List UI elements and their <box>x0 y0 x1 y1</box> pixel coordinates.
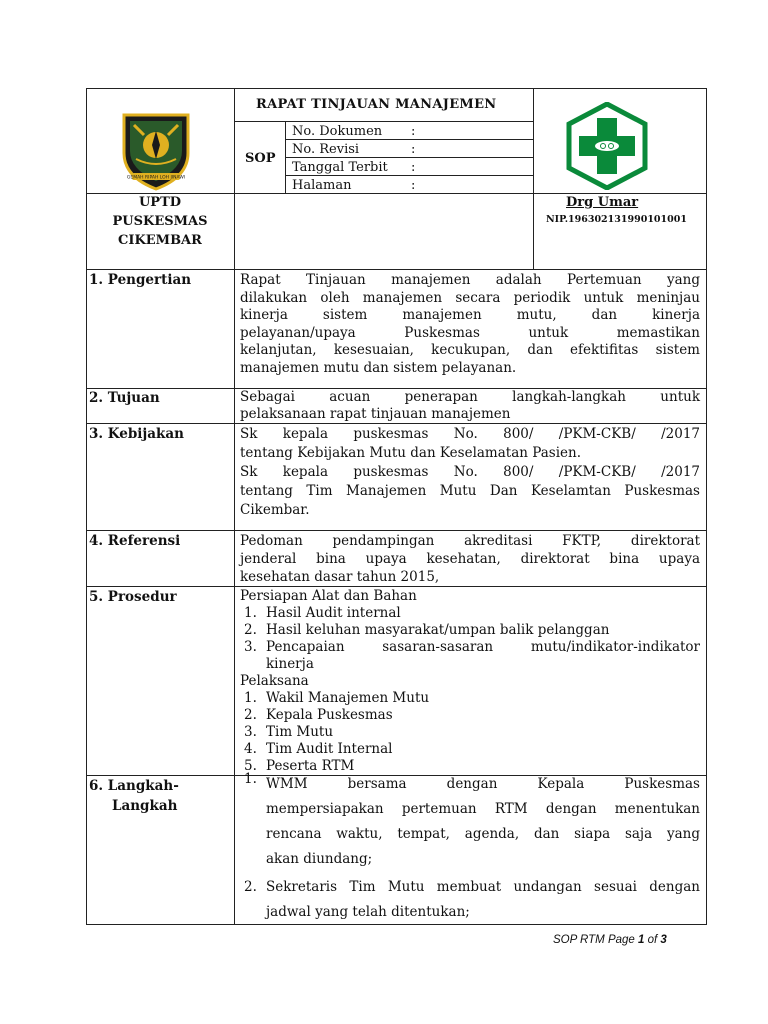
text-line: pelayanan/upaya Puskesmas untuk memastikan <box>240 324 700 341</box>
text-line: jenderal bina upaya kesehatan, direktorat bina upaya <box>240 551 700 567</box>
document-title: RAPAT TINJAUAN MANAJEMEN <box>256 97 497 112</box>
logo-motto: GEMAH RIPAH LOH JINAWI <box>126 175 186 181</box>
list-text: Tim Audit Internal <box>266 741 393 757</box>
text-line: Cikembar. <box>240 502 310 518</box>
section-label-prosedur: 5. Prosedur <box>89 589 177 605</box>
text-line: tentang Kebijakan Mutu dan Keselamatan Pasien. <box>240 445 581 461</box>
text-line: dilakukan oleh manajemen secara periodik untuk meninjau <box>240 289 700 306</box>
list-number: 1. <box>244 605 257 621</box>
row-divider <box>86 530 707 531</box>
section-content-kebijakan <box>240 425 700 520</box>
field-sep: : <box>411 178 416 193</box>
page-footer <box>553 934 667 946</box>
unit-name-line: CIKEMBAR <box>118 233 202 248</box>
row-divider <box>86 423 707 424</box>
text-line: kinerja sistem manajemen mutu, dan kinerja <box>240 307 700 323</box>
header-bottom <box>86 269 707 270</box>
list-item <box>240 690 700 707</box>
section-content-tujuan <box>240 389 700 423</box>
text-line: kesehatan dasar tahun 2015, <box>240 569 440 585</box>
list-number: 3. <box>244 724 257 740</box>
list-text: kinerja <box>266 656 314 672</box>
regency-emblem-icon <box>120 111 192 191</box>
field-no-dokumen: No. Dokumen <box>292 124 383 139</box>
list-number: 4. <box>244 741 257 757</box>
list-text: Hasil Audit internal <box>266 605 401 621</box>
signer-nip: NIP.196302131990101001 <box>546 214 687 225</box>
subheading-pelaksana: Pelaksana <box>240 673 309 689</box>
list-item <box>240 605 700 622</box>
text-line: manajemen mutu dan sistem pelayanan. <box>240 359 517 376</box>
list-number: 3. <box>244 639 257 655</box>
list-number: 2. <box>244 879 257 895</box>
field-sep: : <box>411 124 416 139</box>
list-text: Pencapaian sasaran-sasaran mutu/indikator-indikator <box>266 639 700 655</box>
unit-name-line: UPTD <box>138 195 182 210</box>
list-text: mempersiapakan pertemuan RTM dengan menentukan <box>266 801 700 817</box>
unit-name-line: PUSKESMAS <box>112 214 208 229</box>
field-sep: : <box>411 142 416 157</box>
title-divider <box>234 121 534 122</box>
list-number: 2. <box>244 622 257 638</box>
list-number: 5. <box>244 758 257 774</box>
list-number: 2. <box>244 707 257 723</box>
field-sep: : <box>411 160 416 175</box>
list-item <box>240 707 700 724</box>
footer-total-pages: 3 <box>660 934 667 946</box>
text-line: Sk kepala puskesmas No. 800/ /PKM-CKB/ /2017 <box>240 464 700 480</box>
list-number: 1. <box>244 690 257 706</box>
section-label-langkah: 6. Langkah- <box>89 778 179 794</box>
section-content-prosedur <box>240 588 700 775</box>
header-column-divider <box>533 88 534 270</box>
list-text: Tim Mutu <box>266 724 334 740</box>
section-label-langkah-cont: Langkah <box>112 798 178 814</box>
list-text: Sekretaris Tim Mutu membuat undangan sesuai dengan <box>266 879 700 895</box>
list-item <box>240 772 700 872</box>
list-text: WMM bersama dengan Kepala Puskesmas <box>266 776 700 792</box>
list-number: 1. <box>244 771 257 787</box>
table-border-right <box>706 88 707 925</box>
text-line: tentang Tim Manajemen Mutu Dan Keselamtan Puskesmas <box>240 483 700 499</box>
footer-of: of <box>644 934 661 946</box>
section-label-referensi: 4. Referensi <box>89 533 181 549</box>
text-line: Pedoman pendampingan akreditasi FKTP, direktorat <box>240 533 700 549</box>
footer-page-number: 1 <box>638 934 645 946</box>
table-border-top <box>86 88 707 89</box>
list-item <box>240 622 700 639</box>
text-line: Sk kepala puskesmas No. 800/ /PKM-CKB/ /2017 <box>240 426 700 442</box>
list-text: Kepala Puskesmas <box>266 707 393 723</box>
sop-label: SOP <box>245 151 276 166</box>
section-label-pengertian: 1. Pengertian <box>89 272 192 288</box>
field-halaman: Halaman <box>292 178 352 193</box>
section-label-tujuan: 2. Tujuan <box>89 390 160 406</box>
list-text: Peserta RTM <box>266 758 355 774</box>
list-item <box>240 639 700 673</box>
list-text: Hasil keluhan masyarakat/umpan balik pelanggan <box>266 622 610 638</box>
list-text: rencana waktu, tempat, agenda, dan siapa saja yang <box>266 826 700 842</box>
section-content-pengertian <box>240 272 700 377</box>
section-content-referensi <box>240 532 700 586</box>
signer-name: Drg Umar <box>566 195 639 210</box>
text-line: kelanjutan, kesesuaian, kecukupan, dan efektifitas sistem <box>240 342 700 358</box>
column-divider <box>234 88 235 925</box>
field-no-revisi: No. Revisi <box>292 142 360 157</box>
text-line: Sebagai acuan penerapan langkah-langkah untuk <box>240 389 700 405</box>
text-line: Rapat Tinjauan manajemen adalah Pertemuan yang <box>240 272 700 288</box>
list-text: akan diundang; <box>266 851 373 867</box>
subheading-persiapan: Persiapan Alat dan Bahan <box>240 588 417 604</box>
field-tanggal-terbit: Tanggal Terbit <box>292 160 388 175</box>
row-divider <box>86 586 707 587</box>
list-item <box>240 724 700 741</box>
list-item <box>240 875 700 925</box>
list-item <box>240 741 700 758</box>
list-text: jadwal yang telah ditentukan; <box>266 904 470 920</box>
puskesmas-cross-icon <box>566 102 648 190</box>
text-line: pelaksanaan rapat tinjauan manajemen <box>240 406 511 422</box>
section-content-langkah <box>240 771 700 925</box>
footer-prefix: SOP RTM Page <box>553 934 639 946</box>
section-label-kebijakan: 3. Kebijakan <box>89 426 184 442</box>
list-text: Wakil Manajemen Mutu <box>266 690 430 706</box>
